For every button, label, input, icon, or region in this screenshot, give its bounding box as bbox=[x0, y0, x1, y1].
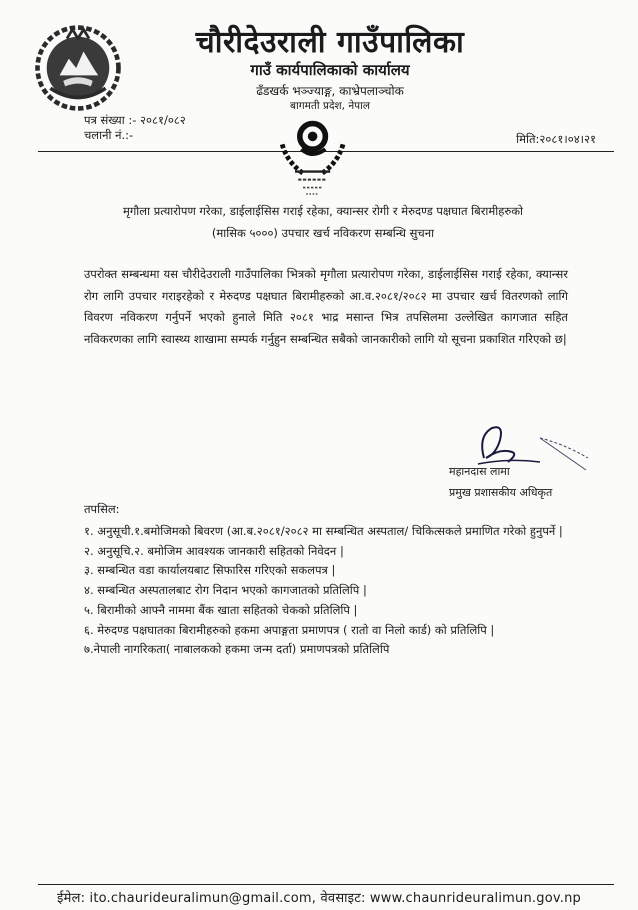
annex-item: ६. मेरुदण्ड पक्षघातका बिरामीहरुको हकमा अपाङ्गता प्रमाणपत्र ( रातो वा निलो कार्ड) को प्रतिलिपि | bbox=[84, 622, 495, 637]
annex-item: २. अनुसूचि.२. बमोजिम आवश्यक जानकारी सहितको निवेदन | bbox=[84, 543, 344, 558]
annex-item: ७.नेपाली नागरिकता( नाबालकको हकमा जन्म दर्ता) प्रमाणपत्रको प्रतिलिपि bbox=[84, 642, 390, 657]
dispatch-number: चलानी नं.:- bbox=[84, 128, 134, 142]
signatory-name: महानदास लामा bbox=[449, 465, 510, 478]
office-name: गाउँ कार्यपालिकाको कार्यालय bbox=[250, 61, 410, 79]
signatory-designation: प्रमुख प्रशासकीय अधिकृत bbox=[449, 486, 553, 499]
footer-divider bbox=[38, 884, 614, 885]
annex-item: १. अनुसूची.१.बमोजिमको बिवरण (आ.ब.२०८१/२०८२ मा सम्बन्धित अस्पताल/ चिकित्सकले प्रमाणित गरेको हुनुपर्ने | bbox=[84, 524, 563, 538]
annex-item: ४. सम्बन्धित अस्पतालबाट रोग निदान भएको कागजातको प्रतिलिपि | bbox=[84, 583, 367, 598]
province-line: बागमती प्रदेश, नेपाल bbox=[290, 100, 370, 112]
subject-line-1: मृगौला प्रत्यारोपण गरेका, डाईलाईसिस गराई रहेका, क्यान्सर रोगी र मेरुदण्ड पक्षघात बिरामीहरुको bbox=[122, 204, 524, 218]
annex-item: ३. सम्बन्धित वडा कार्यालयबाट सिफारिस गरिएको सकलपत्र | bbox=[84, 563, 336, 578]
annex-title: तपसिल: bbox=[84, 502, 120, 516]
municipality-title: चौरीदेउराली गाउँपालिका bbox=[195, 25, 465, 60]
subject-line-2: (मासिक ५०००) उपचार खर्च नविकरण सम्बन्धि सुचना bbox=[211, 226, 435, 240]
letter-date: मिति:२०८१।०४।२१ bbox=[516, 132, 596, 146]
letter-reference-number: पत्र संख्या :- २०८१/०८२ bbox=[84, 113, 186, 127]
footer-contact: ईमेल: ito.chaurideuralimun@gmail.com, वेवसाइट: www.chaunrideuralimun.gov.np bbox=[57, 891, 581, 906]
annex-item: ५. बिरामीको आफ्नै नाममा बैंक खाता सहितको चेकको प्रतिलिपि | bbox=[84, 602, 358, 617]
nepal-emblem-icon bbox=[32, 22, 124, 114]
office-address: ढँडखर्क भञ्ज्याङ्ग, काभ्रेपलाञ्चोक bbox=[256, 84, 404, 98]
annex-list bbox=[84, 522, 594, 660]
notice-body: उपरोक्त सम्बन्धमा यस चौरीदेउराली गाउँपालिका भित्रको मृगौला प्रत्यारोपण गरेका, डाईलाईसिस गराई रहेका, क्यान्सर रोग लागि उपचार गराइरहेको र मेरुदण्ड पक्षघात बिरामीहरुको आ.व.२०८१/२०८२ मा उपचार खर्च वितरणको लागि विवरण नविकरण गर्नुपर्ने भएको हुनाले मिति २०८१ भाद्र मसान्त भित्र तपसिलमा उल्लेखित कागजात सहित नविकरणका लागि स्वास्थ्य शाखामा सम्पर्क गर्नुहुन सम्बन्धित सबैको जानकारीको लागि यो सूचना प्रकाशित गरिएको छ| bbox=[84, 267, 568, 346]
municipality-seal-icon bbox=[270, 114, 352, 202]
